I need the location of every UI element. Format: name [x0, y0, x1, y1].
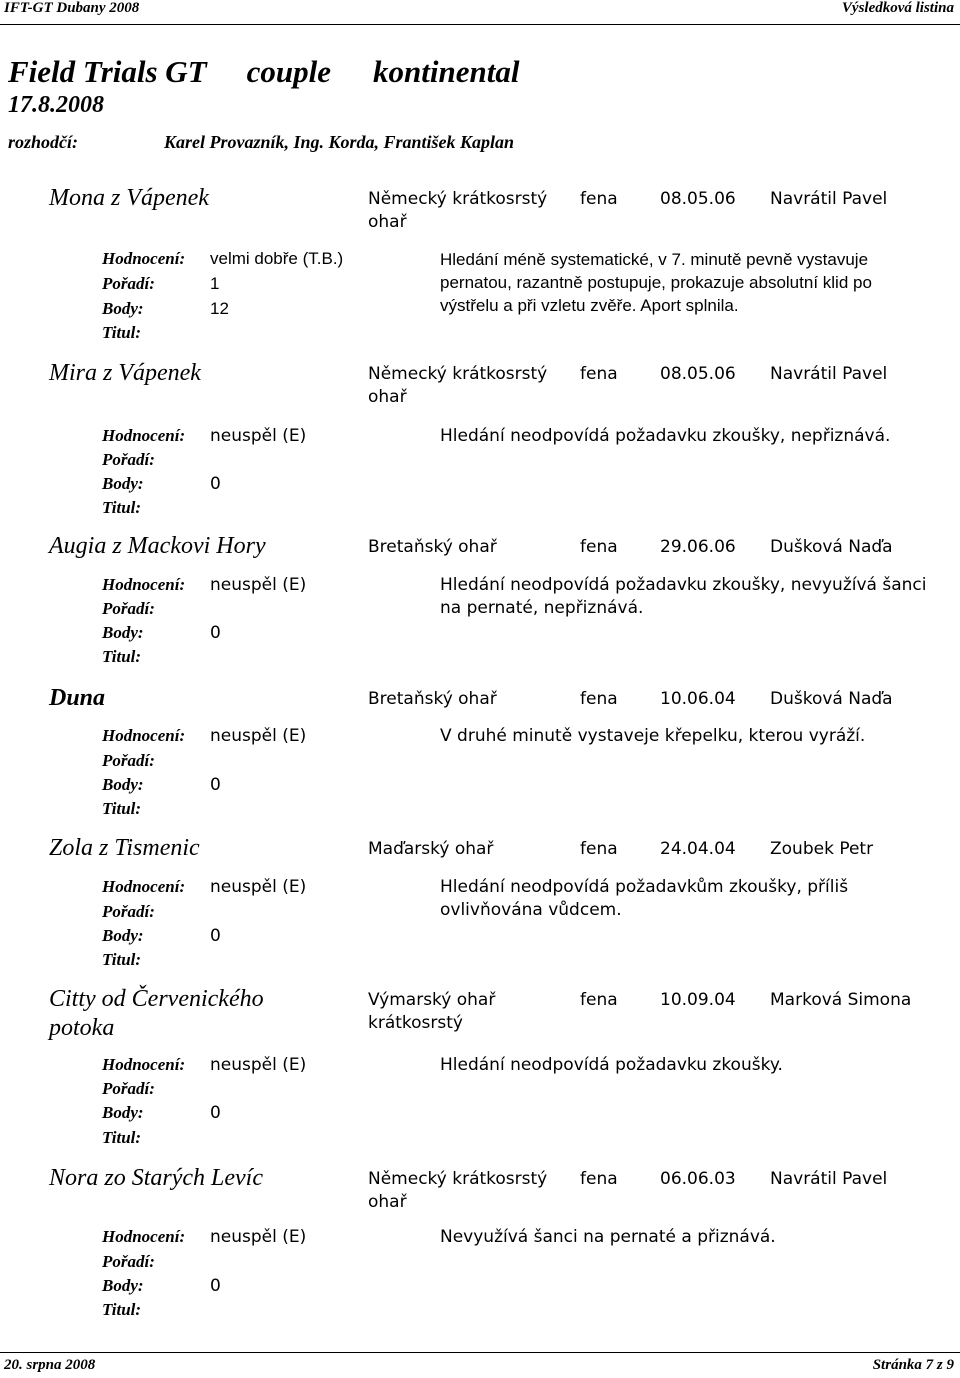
dog-points: 0: [210, 1103, 221, 1123]
dog-points: 0: [210, 623, 221, 643]
dog-comment: Hledání neodpovídá požadavku zkoušky.: [440, 1055, 783, 1075]
dog-owner: Dušková Naďa: [770, 689, 893, 709]
dog-rating: neuspěl (E): [210, 877, 307, 897]
label-rating: Hodnocení:: [102, 726, 186, 745]
label-title: Titul:: [102, 1128, 142, 1147]
label-points: Body:: [102, 299, 144, 318]
dog-sex: fena: [580, 364, 618, 384]
dog-rank: 1: [210, 274, 220, 293]
dog-name: Nora zo Starých Levíc: [49, 1165, 263, 1191]
label-rank: Pořadí:: [102, 274, 155, 293]
label-points: Body:: [102, 1103, 144, 1122]
judges-label: rozhodčí:: [8, 132, 79, 152]
dog-rating: neuspěl (E): [210, 1055, 307, 1075]
footer-divider: [0, 1352, 960, 1353]
event-title-part-2: couple: [246, 54, 331, 89]
label-points: Body:: [102, 474, 144, 493]
label-rating: Hodnocení:: [102, 1055, 186, 1074]
dog-owner: Zoubek Petr: [770, 839, 874, 859]
judges-names: Karel Provazník, Ing. Korda, František Kaplan: [164, 132, 515, 152]
dog-breed: Bretaňský ohař: [368, 689, 497, 709]
dog-breed: Německý krátkosrstý ohař: [368, 189, 548, 232]
dog-birth-date: 29.06.06: [660, 537, 736, 557]
dog-name: Mira z Vápenek: [49, 360, 201, 386]
dog-breed: Německý krátkosrstý ohař: [368, 1169, 548, 1212]
dog-comment: Nevyužívá šanci na pernaté a přiznává.: [440, 1227, 776, 1247]
dog-points: 12: [210, 299, 229, 318]
dog-comment: Hledání neodpovídá požadavkům zkoušky, příliš ovlivňována vůdcem.: [440, 877, 849, 920]
dog-owner: Dušková Naďa: [770, 537, 893, 557]
dog-breed: Bretaňský ohař: [368, 537, 497, 557]
label-rank: Pořadí:: [102, 751, 155, 770]
label-points: Body:: [102, 1276, 144, 1295]
dog-entry: [0, 184, 960, 344]
header-divider: [0, 24, 960, 25]
label-rank: Pořadí:: [102, 902, 155, 921]
event-title-part-1: Field Trials GT: [8, 54, 207, 89]
dog-entry: [0, 1164, 960, 1334]
dog-name: Duna: [49, 685, 106, 711]
dog-rating: neuspěl (E): [210, 1227, 307, 1247]
dog-birth-date: 08.05.06: [660, 189, 736, 209]
label-title: Titul:: [102, 1300, 142, 1319]
dog-sex: fena: [580, 689, 618, 709]
dog-comment: V druhé minutě vystaveje křepelku, kterou vyráží.: [440, 726, 866, 746]
header-event-name: IFT-GT Dubany 2008: [4, 0, 140, 16]
dog-breed: Německý krátkosrstý ohař: [368, 364, 548, 407]
label-rank: Pořadí:: [102, 1079, 155, 1098]
label-rank: Pořadí:: [102, 1252, 155, 1271]
dog-points: 0: [210, 1276, 221, 1296]
dog-rating: velmi dobře (T.B.): [210, 249, 344, 268]
dog-comment: Hledání méně systematické, v 7. minutě pevně vystavuje pernatou, razantně postupuje, prokazuje absolutní klid po výstřelu a při vzletu zvěře. Aport splnila.: [440, 250, 872, 315]
dog-rating: neuspěl (E): [210, 575, 307, 595]
footer-date: 20. srpna 2008: [4, 1357, 96, 1373]
label-title: Titul:: [102, 323, 142, 342]
dog-birth-date: 24.04.04: [660, 839, 736, 859]
label-rank: Pořadí:: [102, 599, 155, 618]
label-points: Body:: [102, 775, 144, 794]
dog-owner: Marková Simona: [770, 990, 912, 1010]
dog-breed: Výmarský ohař krátkosrstý: [368, 990, 496, 1033]
dog-rating: neuspěl (E): [210, 426, 307, 446]
label-points: Body:: [102, 623, 144, 642]
dog-entry: [0, 985, 960, 1155]
label-rating: Hodnocení:: [102, 1227, 186, 1246]
dog-name: Mona z Vápenek: [49, 185, 209, 211]
dog-owner: Navrátil Pavel: [770, 364, 888, 384]
dog-sex: fena: [580, 537, 618, 557]
dog-entry: [0, 359, 960, 519]
dog-sex: fena: [580, 839, 618, 859]
dog-sex: fena: [580, 189, 618, 209]
label-rating: Hodnocení:: [102, 877, 186, 896]
label-rating: Hodnocení:: [102, 426, 186, 445]
event-date: 17.8.2008: [8, 92, 104, 118]
dog-entry: [0, 684, 960, 824]
dog-comment: Hledání neodpovídá požadavku zkoušky, nevyužívá šanci na pernaté, nepřiznává.: [440, 575, 927, 618]
dog-birth-date: 08.05.06: [660, 364, 736, 384]
header-document-type: Výsledková listina: [841, 0, 954, 16]
dog-name: Citty od Červenického potoka: [49, 986, 264, 1041]
dog-owner: Navrátil Pavel: [770, 189, 888, 209]
dog-birth-date: 10.06.04: [660, 689, 736, 709]
dog-points: 0: [210, 775, 221, 795]
label-title: Titul:: [102, 498, 142, 517]
label-rating: Hodnocení:: [102, 575, 186, 594]
dog-name: Augia z Mackovi Hory: [49, 533, 266, 559]
dog-breed: Maďarský ohař: [368, 839, 494, 859]
dog-sex: fena: [580, 1169, 618, 1189]
label-title: Titul:: [102, 647, 142, 666]
dog-comment: Hledání neodpovídá požadavku zkoušky, nepřiznává.: [440, 426, 891, 446]
label-points: Body:: [102, 926, 144, 945]
label-title: Titul:: [102, 799, 142, 818]
event-title-part-3: kontinental: [373, 54, 520, 89]
dog-name: Zola z Tismenic: [49, 835, 200, 861]
dog-points: 0: [210, 474, 221, 494]
dog-entry: [0, 532, 960, 672]
footer-page-number: Stránka 7 z 9: [872, 1357, 954, 1373]
event-title: [8, 54, 519, 90]
label-title: Titul:: [102, 950, 142, 969]
dog-rating: neuspěl (E): [210, 726, 307, 746]
dog-birth-date: 10.09.04: [660, 990, 736, 1010]
dog-sex: fena: [580, 990, 618, 1010]
dog-birth-date: 06.06.03: [660, 1169, 736, 1189]
dog-points: 0: [210, 926, 221, 946]
label-rank: Pořadí:: [102, 450, 155, 469]
dog-entry: [0, 834, 960, 974]
dog-owner: Navrátil Pavel: [770, 1169, 888, 1189]
label-rating: Hodnocení:: [102, 249, 186, 268]
